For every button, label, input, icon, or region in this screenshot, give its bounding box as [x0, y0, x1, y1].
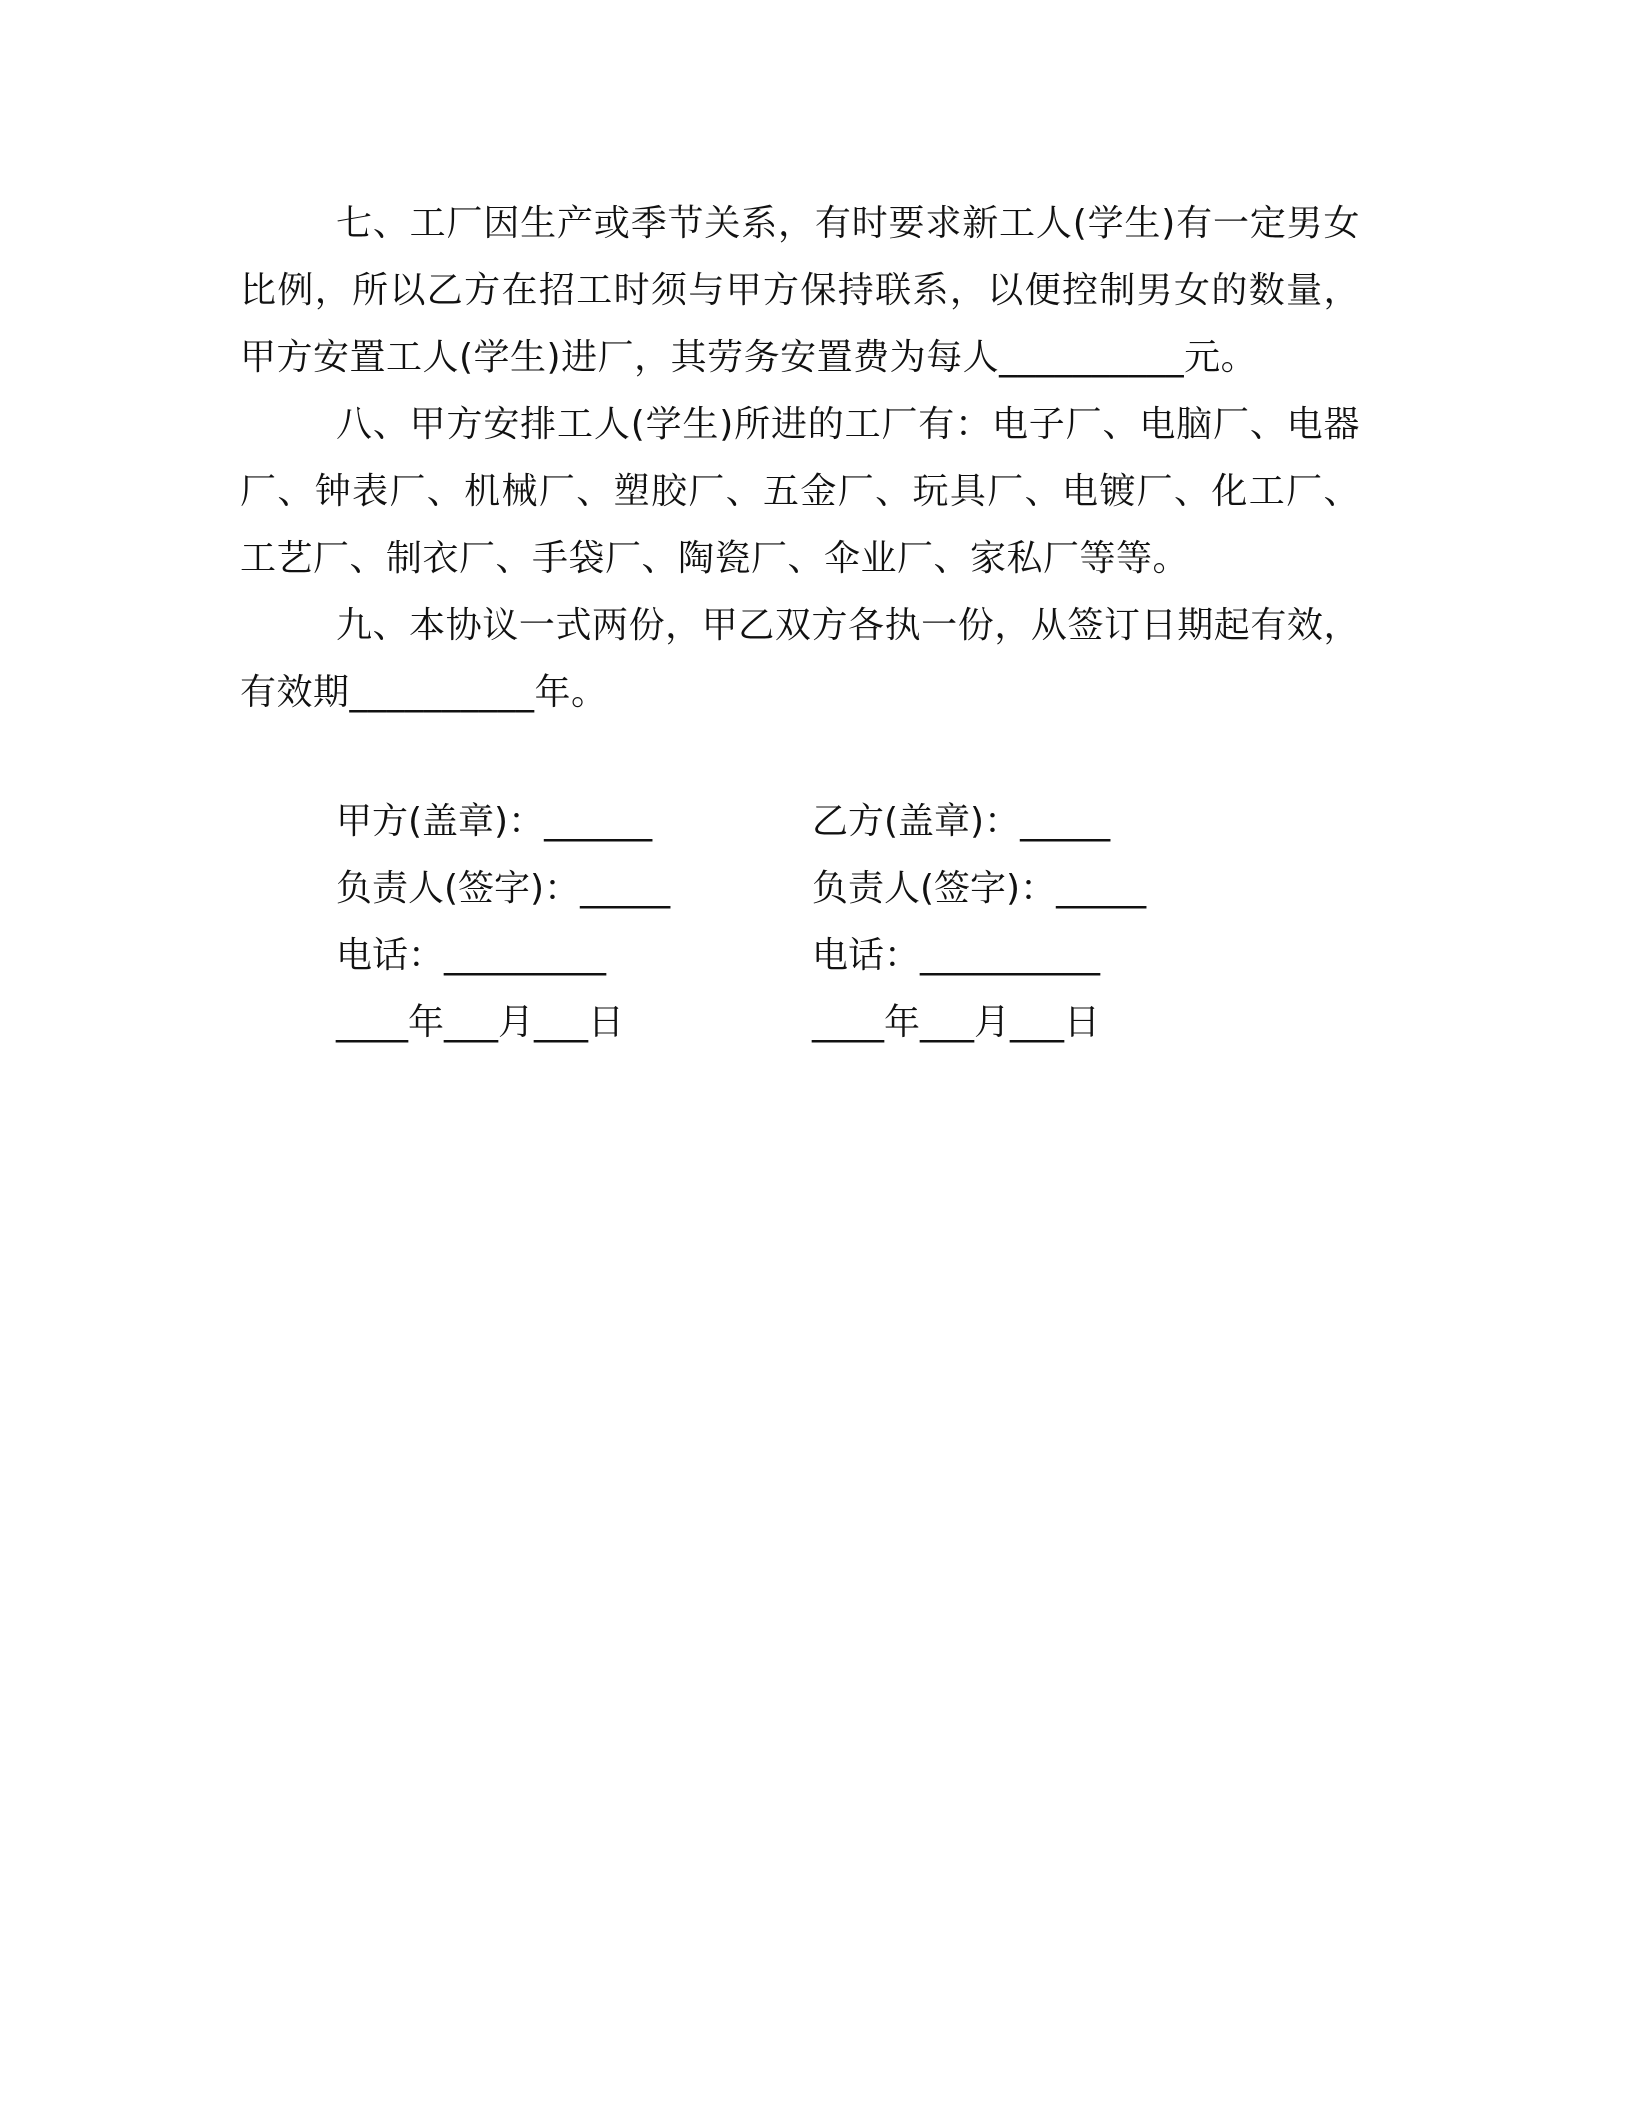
agreement-clauses: [240, 190, 1360, 726]
party-a-signer-field: 负责人(签字)：_____: [336, 868, 671, 909]
party-b-phone-field: 电话：__________: [812, 935, 1101, 976]
party-a-date-field: ____年___月___日: [336, 1002, 625, 1043]
party-a-signature-block: [336, 788, 670, 1056]
party-a-phone-field: 电话：_________: [336, 935, 607, 976]
party-b-signature-block: [812, 788, 1146, 1056]
clause-eight: 八、甲方安排工人(学生)所进的工厂有：电子厂、电脑厂、电器厂、钟表厂、机械厂、塑胶厂、五金厂、玩具厂、电镀厂、化工厂、工艺厂、制衣厂、手袋厂、陶瓷厂、伞业厂、家私厂等等。: [240, 404, 1360, 579]
party-a-seal-field: 甲方(盖章)：______: [336, 801, 653, 842]
party-b-date-field: ____年___月___日: [812, 1002, 1101, 1043]
party-b-signer-field: 负责人(签字)：_____: [812, 868, 1147, 909]
clause-seven: 七、工厂因生产或季节关系，有时要求新工人(学生)有一定男女比例，所以乙方在招工时须与甲方保持联系，以便控制男女的数量，甲方安置工人(学生)进厂，其劳务安置费为每人__________元。: [240, 203, 1360, 378]
party-b-seal-field: 乙方(盖章)：_____: [812, 801, 1111, 842]
clause-nine: 九、本协议一式两份，甲乙双方各执一份，从签订日期起有效，有效期__________年。: [240, 605, 1360, 713]
